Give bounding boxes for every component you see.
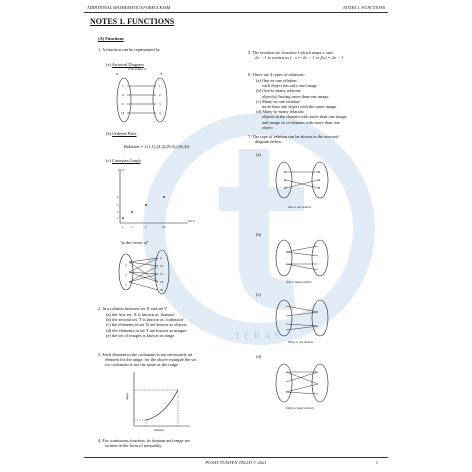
point-3-line: element for the range. for the above example the set — [105, 357, 197, 363]
header-left: ADDITIONAL MATHEMATICS FORM 4 KSSM — [87, 5, 171, 10]
svg-text:4: 4 — [131, 226, 133, 229]
label-a: (a) — [106, 62, 111, 67]
svg-text:16: 16 — [121, 111, 125, 115]
diagram-c-tag: (c) — [256, 292, 261, 297]
svg-text:16: 16 — [162, 226, 165, 229]
svg-text:1: 1 — [159, 84, 161, 88]
point-4-line: written in the form of inequality. — [105, 443, 163, 449]
svg-text:9: 9 — [122, 102, 124, 106]
cartesian-graph-label: Cartesian Graph — [111, 158, 141, 163]
diagram-d-tag: (d) — [256, 354, 262, 359]
svg-text:3: 3 — [159, 102, 161, 106]
relation-set: Relation = {(1,1),(4,2),(9,3),(16,4)} — [124, 144, 190, 149]
svg-text:Y: Y — [160, 72, 163, 76]
cartesian-graph — [114, 167, 194, 229]
diagram-b-caption: One to many relation — [286, 280, 312, 284]
section-heading: (A) Functions — [98, 36, 124, 41]
svg-text:2: 2 — [159, 93, 161, 97]
point-3-line: 3. Each element in the codomain is not necessarily an — [98, 352, 193, 357]
arrow-caption: is the square of — [128, 67, 147, 71]
factor-left-value: 3 — [125, 273, 127, 277]
factor-left-values — [125, 260, 127, 290]
point-1: 1. A function can be represented by — [98, 47, 161, 52]
relation-type: (c) Many-to-one relation: — [256, 98, 301, 104]
relation-type: (a) One-to-one relation: — [256, 78, 298, 83]
label-c: (c) — [106, 158, 111, 163]
header-right: NOTES 1. FUNCTIONS — [343, 5, 385, 10]
relation-type-desc: and image in co-domain with more than one — [262, 119, 340, 125]
diagram-b-tag: (b) — [256, 232, 262, 237]
page-footer — [84, 457, 388, 466]
footer-text: PUSAT TUISYEN TELITI © 2021 — [205, 459, 267, 465]
diagram-a-tag: (a) — [256, 152, 261, 157]
factor-right-value: 18 — [160, 280, 164, 284]
ordered-pairs-label: Ordered Pairs — [112, 131, 137, 136]
factor-caption: "is the factor of" — [120, 240, 150, 245]
svg-text:4: 4 — [117, 196, 119, 199]
graph-y-label: Set Y — [118, 168, 125, 172]
factor-right-value: 15 — [160, 272, 164, 276]
relation-type: (b) One-to-many relation: — [256, 88, 302, 94]
arrow-diagram-square — [114, 70, 174, 126]
graph-x-label: Set X — [188, 219, 195, 223]
domain-label: domain — [154, 428, 164, 432]
point-4 — [98, 438, 190, 448]
range-label: range — [125, 392, 129, 400]
point-2-item: (a) the first set, X is known as 'domain' — [106, 312, 175, 317]
relation-type-desc: object — [262, 124, 273, 130]
page-title: NOTES 1. FUNCTIONS — [90, 17, 175, 26]
svg-text:2: 2 — [117, 211, 119, 214]
point-5-line: 5. The notation for function f which maps x onto — [248, 50, 334, 55]
point-5-line: 2x − 1 is written as f : x ↦ 2x − 1 or f(x) = 2x − 1 — [255, 55, 344, 61]
point-2-item: (e) the set of images is known as range — [106, 332, 175, 338]
point-6: 6. There are 4 types of relations: — [248, 72, 305, 77]
diagram-c-caption: Many to one relation — [288, 340, 314, 344]
arrowed-diagram-label: Arrowed Diagram — [111, 62, 144, 67]
page-number: 1 — [375, 459, 378, 465]
domain-range-graph — [124, 370, 194, 432]
document-page — [84, 4, 388, 468]
svg-text:1: 1 — [122, 226, 124, 229]
factor-left-value: 2 — [125, 263, 127, 267]
point-2-item: (b) the second set, Y is known as 'codomain' — [106, 317, 184, 323]
svg-text:1: 1 — [117, 217, 119, 220]
factor-right-value: 6 — [160, 256, 162, 260]
page-header — [84, 4, 388, 13]
point-3-line: for codomain is not the same as the range — [105, 362, 178, 368]
point-7-line: diagram below: — [255, 139, 283, 145]
point-2-item: (c) the elements in set X are known as objects — [106, 322, 187, 328]
diagram-d-caption: Many to many relation — [286, 406, 314, 410]
relation-type-desc: objects in the domain with more than one image — [262, 114, 347, 120]
point-2-item: (d) the elements in set Y are known as images — [106, 327, 187, 333]
point-5 — [248, 50, 343, 60]
many-to-many-diagram — [272, 360, 332, 406]
factor-right-value: 20 — [160, 288, 164, 292]
one-to-many-diagram — [272, 236, 332, 280]
svg-text:3: 3 — [117, 204, 119, 207]
point-3 — [98, 352, 196, 368]
point-2: 2. In a relation between set X and set Y — [98, 306, 168, 311]
svg-text:9: 9 — [145, 226, 147, 229]
point-7 — [248, 134, 339, 144]
factor-left-value: 5 — [125, 283, 127, 287]
watermark-text: TERAS — [234, 331, 283, 342]
point-2-items — [106, 312, 187, 338]
label-b: (b) — [106, 131, 112, 136]
relation-types — [256, 78, 347, 130]
svg-text:4: 4 — [159, 111, 161, 115]
point-4-line: 4. For continuous function, its domain and range are — [98, 438, 190, 443]
svg-text:1: 1 — [122, 84, 124, 88]
factor-right-value: 10 — [160, 264, 164, 268]
svg-text:4: 4 — [122, 93, 124, 97]
relation-type-desc: object(s) having more than one image. — [262, 93, 330, 99]
diagram-a-caption: One to one relation — [288, 205, 312, 209]
one-to-one-diagram — [272, 158, 332, 204]
factor-right-values — [160, 254, 163, 294]
relation-type-desc: each object has only one image — [262, 83, 317, 89]
point-7-line: 7. The type of relation can be shown in the arrowed — [248, 134, 339, 139]
relation-type-desc: more than one object with the same image. — [262, 104, 338, 110]
relation-type: (d) Many-to-many relation: — [256, 109, 305, 115]
svg-text:X: X — [116, 72, 119, 76]
